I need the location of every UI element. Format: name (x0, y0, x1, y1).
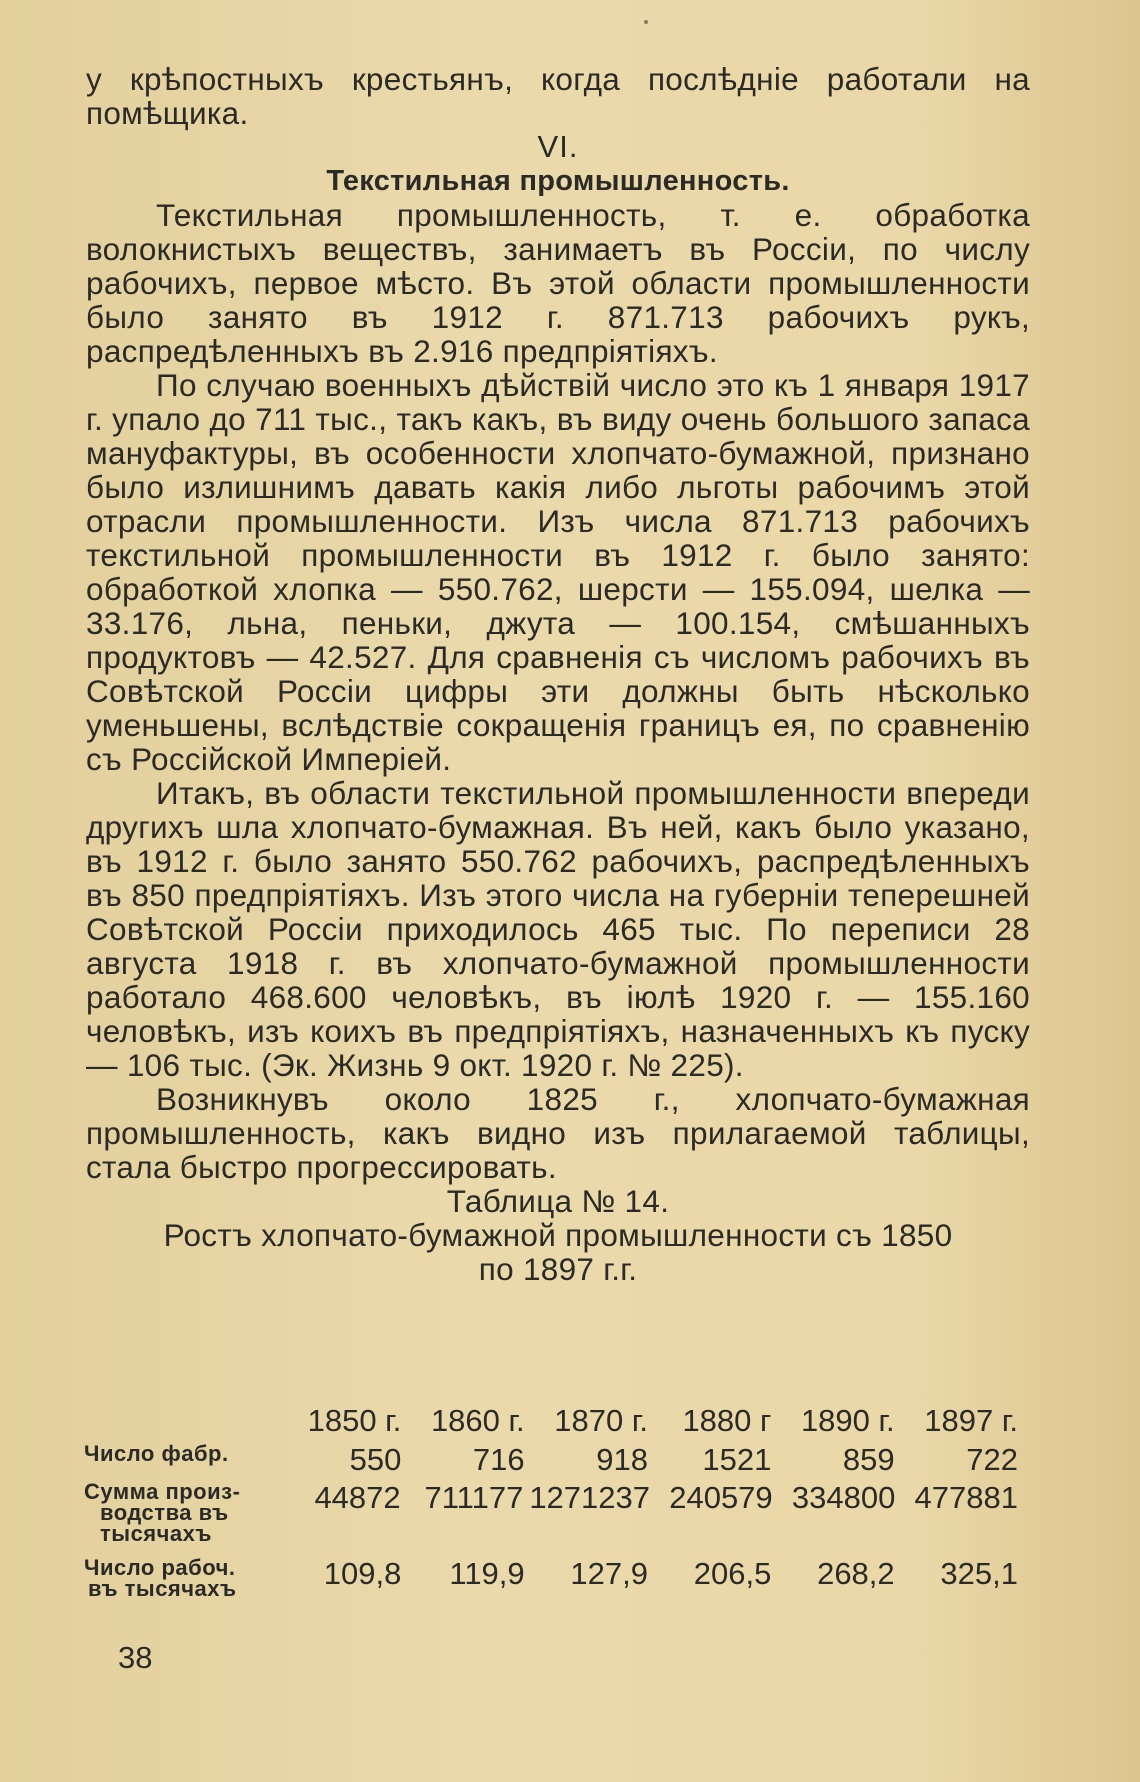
table-cell: 550 (349, 1442, 402, 1477)
table-description-line-2: по 1897 г.г. (478, 1251, 638, 1287)
table-cell: 722 (966, 1442, 1018, 1477)
statistics-table (84, 1403, 1024, 1599)
table-cell: 268,2 (817, 1556, 895, 1591)
paragraph-continued: у крѣпостныхъ крестьянъ, когда послѣдніе работали на помѣщика. (86, 61, 1030, 131)
table-cell: 716 (472, 1442, 525, 1477)
table-cell: 859 (842, 1442, 895, 1477)
row-label-line: въ тысячахъ (88, 1576, 237, 1601)
table-row-workers (84, 1557, 1024, 1599)
table-cell: 44872 (314, 1480, 401, 1515)
table-cell: 109,8 (323, 1556, 402, 1591)
table-cell: 1521 (702, 1442, 772, 1477)
page-number: 38 (118, 1640, 153, 1675)
table-cell: 206,5 (693, 1556, 772, 1591)
table-cell: 918 (596, 1442, 648, 1477)
paragraph-3: Итакъ, въ области текстильной промышленности впереди другихъ шла хлопчато-бумажная. Въ ней, какъ было указано, въ 1912 г. было занято 550.762 рабочихъ, распредѣленныхъ въ 850 предпріятіяхъ. Изъ этого числа на губерніи теперешней Совѣтской Россіи приходилось 465 тыс. По переписи 28 августа 1918 г. въ хлопчато-бумажной промышленности работало 468.600 человѣкъ, въ іюлѣ 1920 г. — 155.160 человѣкъ, изъ коихъ въ предпріятіяхъ, назначенныхъ къ пуску — 106 тыс. (Эк. Жизнь 9 окт. 1920 г. № 225). (86, 775, 1030, 1083)
table-cell: 711177 (424, 1480, 524, 1515)
row-label (84, 1443, 284, 1464)
table-cell: 477881 (914, 1480, 1018, 1515)
row-label (84, 1481, 284, 1544)
table-cell: 127,9 (570, 1556, 648, 1591)
chapter-title: Текстильная промышленность. (326, 165, 790, 197)
chapter-number: VI. (537, 129, 579, 164)
table-row-production (84, 1481, 1024, 1555)
row-label-line: Число рабоч. (84, 1555, 236, 1580)
row-label-line: Число фабр. (84, 1441, 229, 1466)
table-description-line-1: Ростъ хлопчато-бумажной промышленности съ 1850 (163, 1217, 953, 1253)
table-cell: 334800 (791, 1480, 896, 1515)
year-header: 1860 г. (430, 1403, 525, 1438)
year-header: 1890 г. (800, 1403, 895, 1438)
table-caption: Таблица № 14. (446, 1183, 670, 1219)
table-cell: 240579 (669, 1480, 773, 1515)
year-header: 1870 г. (554, 1403, 648, 1438)
table-cell: 119,9 (449, 1556, 525, 1591)
row-label-line: Сумма произ- (84, 1479, 241, 1504)
paragraph-2: По случаю военныхъ дѣйствій число это къ 1 января 1917 г. упало до 711 тыс., такъ какъ, въ виду очень большого запаса мануфактуры, въ особенности хлопчато-бумажной, признано было излишнимъ давать какія либо льготы рабочимъ этой отрасли промышленности. Изъ числа 871.713 рабочихъ текстильной промышленности въ 1912 г. было занято: обработкой хлопка — 550.762, шерсти — 155.094, шелка — 33.176, льна, пеньки, джута — 100.154, смѣшанныхъ продуктовъ — 42.527. Для сравненія съ числомъ рабочихъ въ Совѣтской Россіи цифры эти должны быть нѣсколько уменьшены, вслѣдствіе сокращенія границъ ея, по сравненію съ Россійской Имперіей. (86, 367, 1030, 777)
year-header: 1880 г (682, 1403, 772, 1438)
table-cell: 1271237 (529, 1480, 650, 1515)
row-label-line: водства въ (100, 1500, 229, 1525)
table-row-factories (84, 1443, 1024, 1477)
page-body (86, 62, 1030, 1286)
speck (644, 20, 648, 24)
row-label-line: тысячахъ (100, 1521, 212, 1546)
year-header: 1897 г. (924, 1403, 1018, 1438)
year-header: 1850 г. (307, 1403, 402, 1438)
table-cell: 325,1 (940, 1556, 1018, 1591)
paragraph-1: Текстильная промышленность, т. е. обработка волокнистыхъ веществъ, занимаетъ въ Россіи, по числу рабочихъ, первое мѣсто. Въ этой области промышленности было занято въ 1912 г. 871.713 рабочихъ рукъ, распредѣленныхъ въ 2.916 предпріятіяхъ. (86, 197, 1030, 369)
table-header-row (84, 1403, 1024, 1439)
paragraph-4: Возникнувъ около 1825 г., хлопчато-бумажная промышленность, какъ видно изъ прилагаемой таблицы, стала быстро прогрессировать. (86, 1081, 1030, 1185)
row-label (84, 1557, 284, 1599)
